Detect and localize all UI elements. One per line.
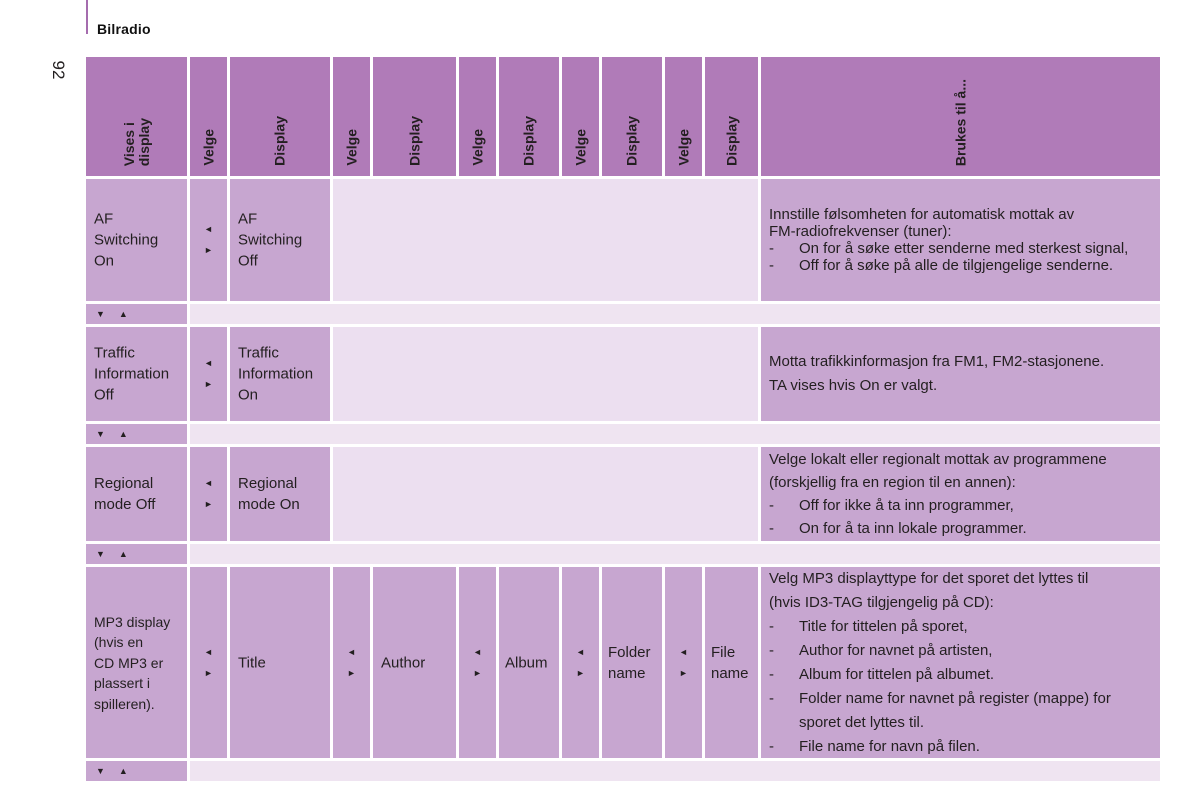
row3-sep-arrows [86, 544, 187, 564]
header-display-4: Display [602, 57, 662, 176]
row4-arrows-3 [459, 567, 496, 758]
row1-sep-arrows [86, 304, 187, 324]
row4-sep [190, 761, 1160, 781]
row1-display-b: AF Switching Off [230, 179, 330, 301]
row1-description: Innstille følsomheten for automatisk mottak av FM-radiofrekvenser (tuner): - On for å søke etter senderne med sterkest signal, - Off for å søke på alle de tilgjengelige senderne. [761, 179, 1160, 301]
right-arrow-icon: ► [204, 245, 213, 255]
right-arrow-icon: ► [347, 667, 356, 678]
left-arrow-icon: ◄ [473, 646, 482, 657]
right-arrow-icon: ► [576, 667, 585, 678]
down-arrow-icon: ▼ [96, 549, 105, 559]
row2-empty [333, 327, 758, 421]
row4-display-f: File name [705, 567, 758, 758]
header-vises-i-display: Vises i display [86, 57, 187, 176]
header-brukes-til: Brukes til å... [761, 57, 1160, 176]
row4-display-d: Album [499, 567, 559, 758]
row4-display-c: Author [373, 567, 456, 758]
row2-description: Motta trafikkinformasjon fra FM1, FM2-stasjonene. TA vises hvis On er valgt. [761, 327, 1160, 421]
row2-sep-arrows [86, 424, 187, 444]
row1-empty [333, 179, 758, 301]
row2-sep [190, 424, 1160, 444]
row4-description: Velg MP3 displayttype for det sporet det lyttes til (hvis ID3-TAG tilgjengelig på CD): - Title for tittelen på sporet, - Author for navnet på artisten, - Album for tittelen på albumet. - Folder name for navnet på register (mappe) for sporet det lyttes til. - File name for navn på filen. [761, 567, 1160, 758]
row4-arrows-4 [562, 567, 599, 758]
row4-arrows-1 [190, 567, 227, 758]
row4-display-e: Folder name [602, 567, 662, 758]
up-arrow-icon: ▲ [118, 309, 128, 319]
right-arrow-icon: ► [204, 499, 213, 509]
row4-arrows-5 [665, 567, 702, 758]
row1-sep [190, 304, 1160, 324]
left-arrow-icon: ◄ [204, 646, 213, 657]
left-arrow-icon: ◄ [347, 646, 356, 657]
down-arrow-icon: ▼ [96, 429, 105, 439]
header-display-3: Display [499, 57, 559, 176]
header-velge-2: Velge [333, 57, 370, 176]
page-number: 92 [49, 60, 68, 80]
row3-display-b: Regional mode On [230, 447, 330, 541]
row4-display-a: MP3 display (hvis en CD MP3 er plassert i spilleren). [86, 567, 187, 758]
header-display-5: Display [705, 57, 758, 176]
up-arrow-icon: ▲ [118, 766, 128, 776]
right-arrow-icon: ► [204, 667, 213, 678]
row2-arrows [190, 327, 227, 421]
down-arrow-icon: ▼ [96, 766, 105, 776]
header-velge-4: Velge [562, 57, 599, 176]
section-rule [86, 0, 88, 34]
row2-display-b: Traffic Information On [230, 327, 330, 421]
right-arrow-icon: ► [204, 379, 213, 389]
header-velge-5: Velge [665, 57, 702, 176]
header-display-2: Display [373, 57, 456, 176]
row3-sep [190, 544, 1160, 564]
header-velge-3: Velge [459, 57, 496, 176]
left-arrow-icon: ◄ [204, 358, 213, 368]
row1-arrows [190, 179, 227, 301]
row4-sep-arrows [86, 761, 187, 781]
row3-description: Velge lokalt eller regionalt mottak av programmene (forskjellig fra en region til en annen): - Off for ikke å ta inn programmer, - On for å ta inn lokale programmer. [761, 447, 1160, 541]
row1-display-a: AF Switching On [86, 179, 187, 301]
section-title: Bilradio [97, 21, 151, 37]
down-arrow-icon: ▼ [96, 309, 105, 319]
row3-empty [333, 447, 758, 541]
header-display-1: Display [230, 57, 330, 176]
up-arrow-icon: ▲ [118, 549, 128, 559]
row4-display-b: Title [230, 567, 330, 758]
right-arrow-icon: ► [679, 667, 688, 678]
row2-display-a: Traffic Information Off [86, 327, 187, 421]
row3-arrows [190, 447, 227, 541]
left-arrow-icon: ◄ [204, 224, 213, 234]
row3-display-a: Regional mode Off [86, 447, 187, 541]
row4-arrows-2 [333, 567, 370, 758]
left-arrow-icon: ◄ [679, 646, 688, 657]
up-arrow-icon: ▲ [118, 429, 128, 439]
right-arrow-icon: ► [473, 667, 482, 678]
left-arrow-icon: ◄ [204, 478, 213, 488]
header-velge-1: Velge [190, 57, 227, 176]
left-arrow-icon: ◄ [576, 646, 585, 657]
